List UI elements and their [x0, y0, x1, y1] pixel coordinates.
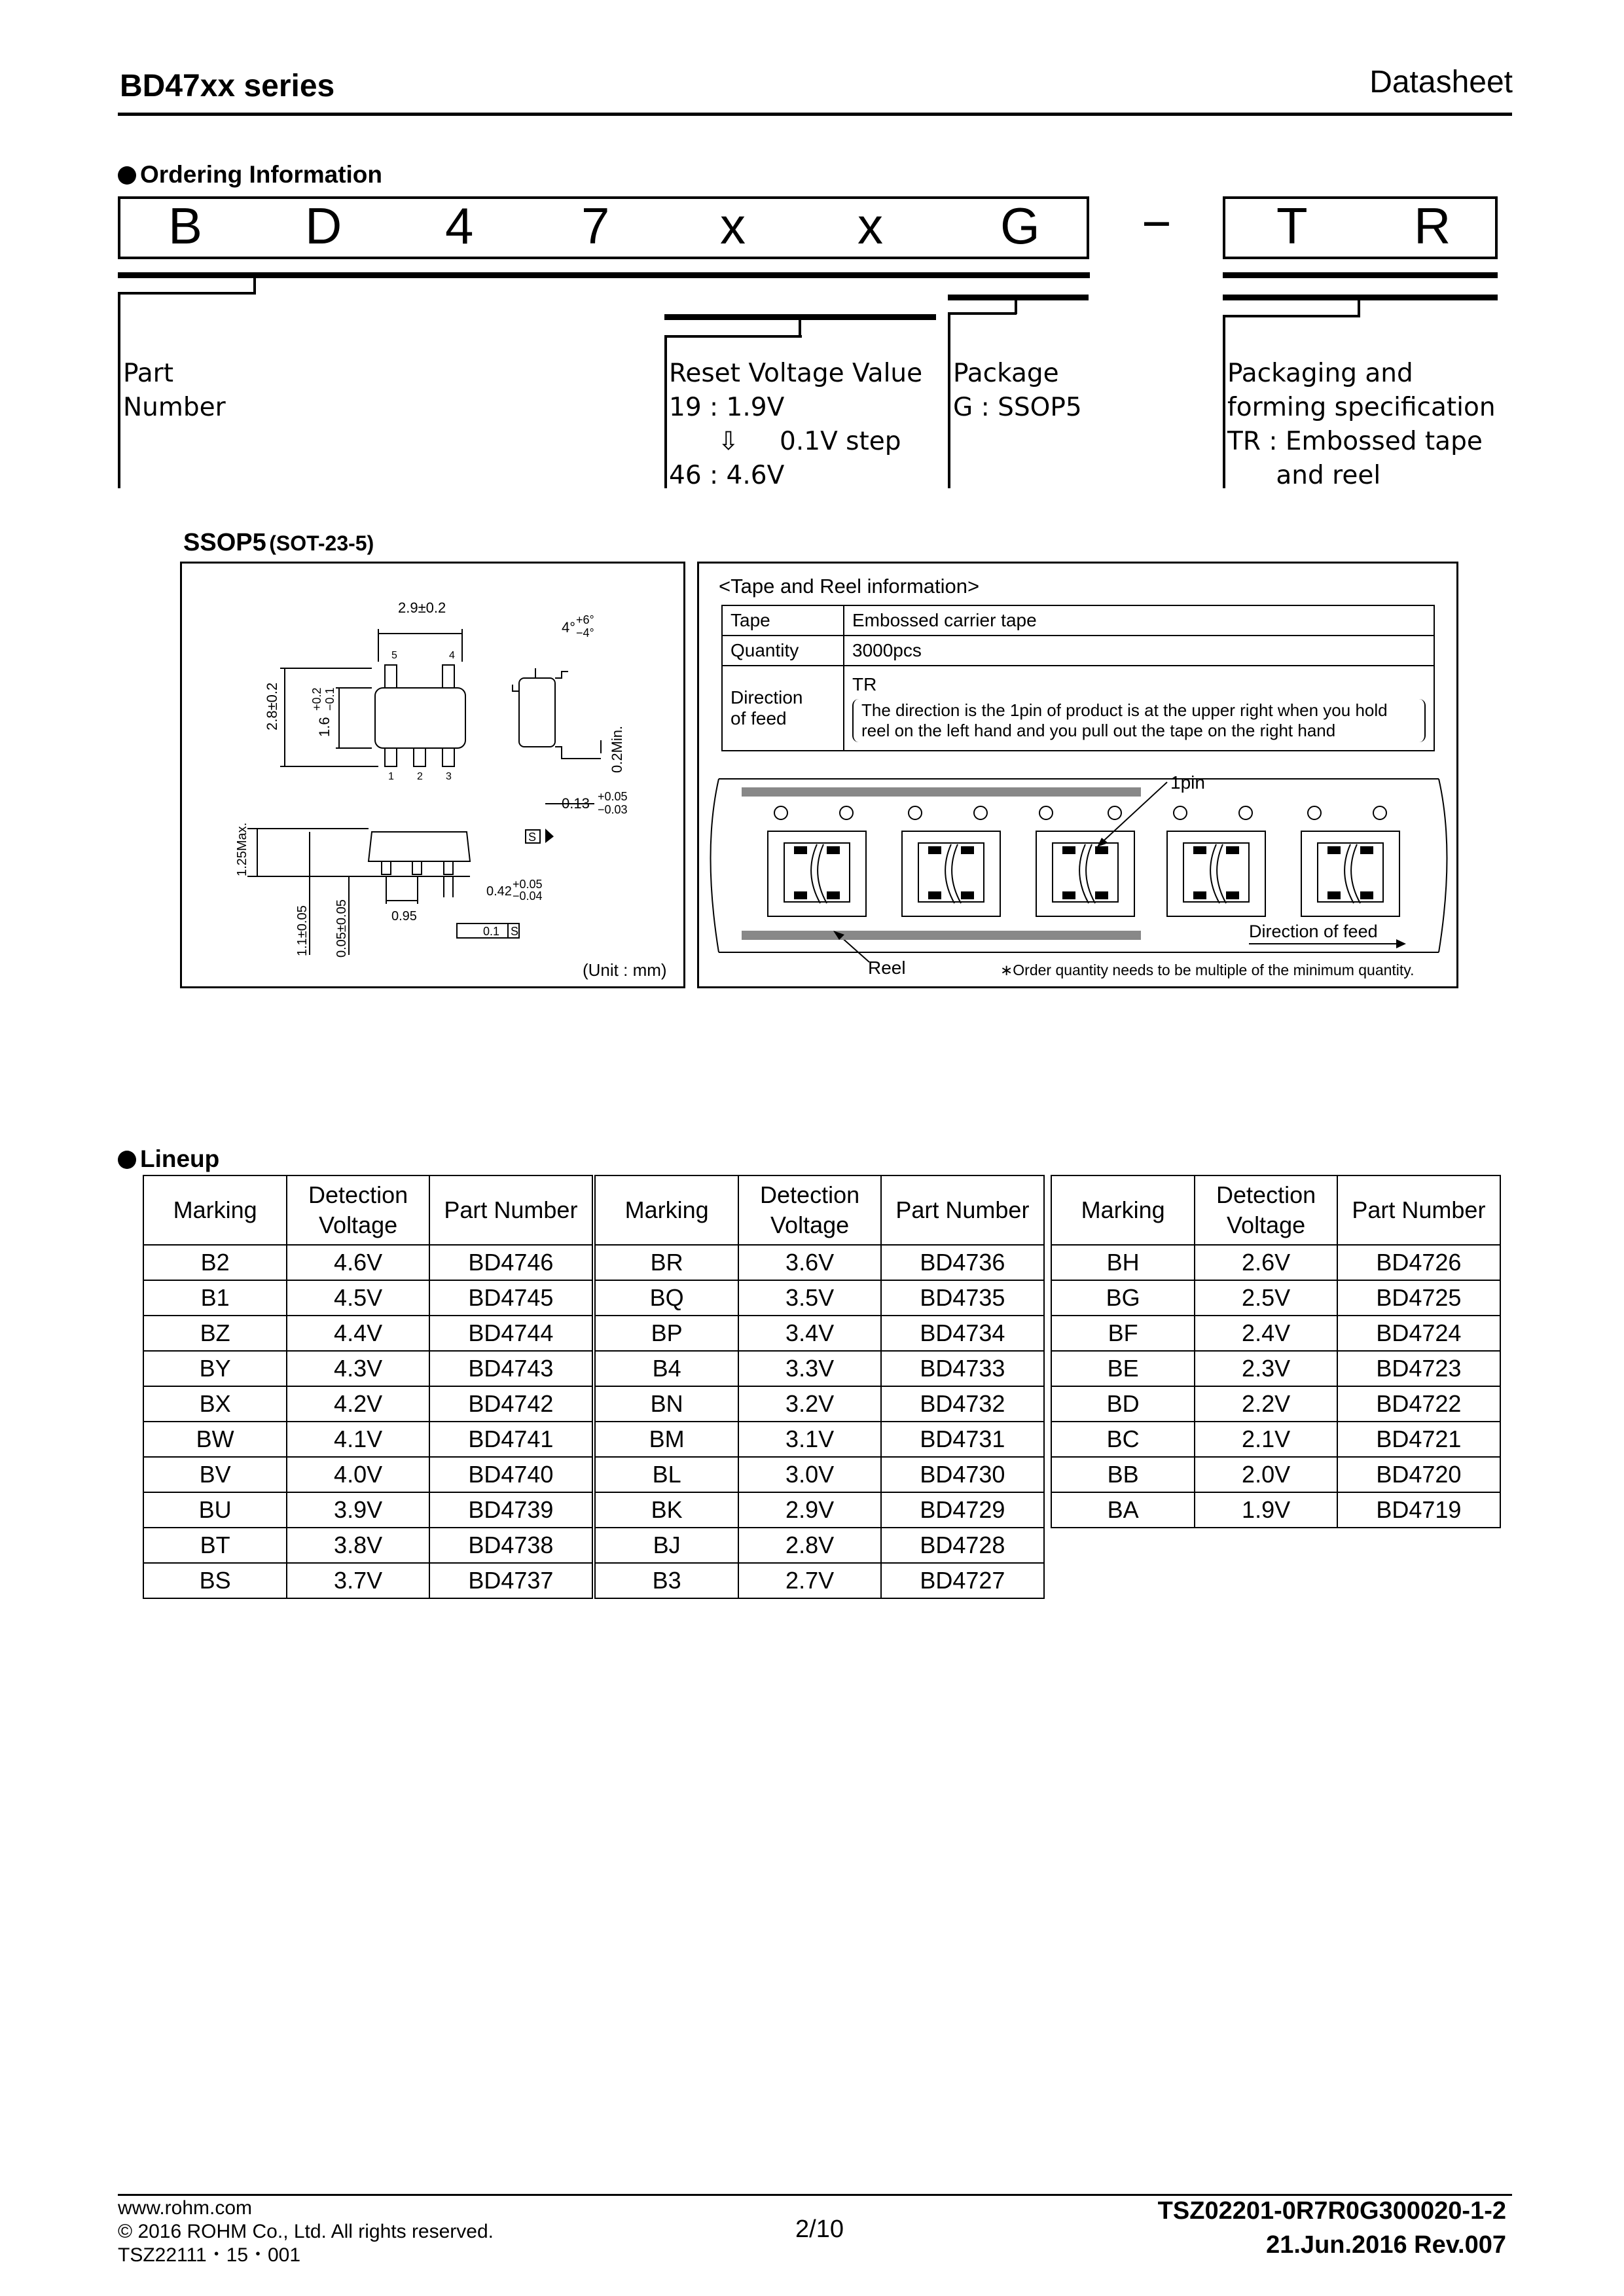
svg-text:S: S — [528, 831, 537, 844]
svg-text:2.8±0.2: 2.8±0.2 — [264, 682, 280, 730]
table-row: Quantity 3000pcs — [722, 636, 1434, 666]
tape-edge-top — [742, 787, 1141, 797]
footer-right — [1158, 2194, 1506, 2262]
package-outline-drawing — [182, 564, 683, 986]
table-row: B3 2.7V BD4727 — [595, 1563, 1044, 1598]
table-row: BX 4.2V BD4742 — [143, 1386, 592, 1422]
bracket-reset-side — [664, 335, 667, 488]
bracket-pkg-tick — [1015, 295, 1017, 314]
code-char-3: 4 — [445, 197, 474, 255]
svg-text:+0.05: +0.05 — [513, 878, 543, 891]
bracket-part-top — [118, 292, 255, 295]
doc-number: TSZ02201-0R7R0G300020-1-2 — [1157, 2197, 1506, 2225]
table-row: BL 3.0V BD4730 — [595, 1457, 1044, 1492]
table-row: BJ 2.8V BD4728 — [595, 1528, 1044, 1563]
suffix-char-1: T — [1276, 197, 1308, 255]
code-char-4: 7 — [581, 197, 610, 255]
table-row: BP 3.4V BD4734 — [595, 1316, 1044, 1351]
code-char-7: G — [1000, 197, 1040, 255]
package-title: SSOP5 (SOT-23-5) — [183, 529, 374, 556]
bracket-reset-low — [664, 335, 802, 338]
bracket-pkg-side — [948, 312, 950, 488]
svg-text:0.2Min.: 0.2Min. — [609, 725, 625, 773]
svg-text:5: 5 — [391, 650, 397, 661]
feed-arrow-icon — [1396, 939, 1406, 948]
tape-info-table — [721, 605, 1435, 751]
svg-text:1pin: 1pin — [1170, 772, 1205, 793]
bullet-icon — [118, 1151, 136, 1169]
table-row: B1 4.5V BD4745 — [143, 1280, 592, 1316]
table-row: BU 3.9V BD4739 — [143, 1492, 592, 1528]
table-row: BW 4.1V BD4741 — [143, 1422, 592, 1457]
footer-left — [118, 2197, 494, 2267]
svg-text:2: 2 — [417, 771, 423, 782]
doc-date-revision: 21.Jun.2016 Rev.007 — [1266, 2231, 1506, 2259]
page-number: 2/10 — [795, 2215, 844, 2243]
table-row: BD 2.2V BD4722 — [1051, 1386, 1500, 1422]
table-row: BC 2.1V BD4721 — [1051, 1422, 1500, 1457]
code-char-5: x — [720, 197, 746, 255]
table-row: BG 2.5V BD4725 — [1051, 1280, 1500, 1316]
table-row: BZ 4.4V BD4744 — [143, 1316, 592, 1351]
table-header-row: Marking Detection Voltage Part Number — [595, 1175, 1044, 1245]
svg-text:0.05±0.05: 0.05±0.05 — [334, 899, 349, 958]
tape-reel-diagram — [699, 766, 1457, 986]
svg-text:(Unit : mm): (Unit : mm) — [583, 960, 667, 980]
bracket-bar-main — [118, 272, 1090, 278]
table-row: BT 3.8V BD4738 — [143, 1528, 592, 1563]
tape-edge-bottom — [742, 931, 1141, 940]
label-packaging-spec: Packaging and forming specification TR : Embossed tape and reel — [1227, 359, 1496, 490]
table-row: BK 2.9V BD4729 — [595, 1492, 1044, 1528]
ordering-heading: Ordering Information — [118, 161, 382, 188]
table-row: Tape Embossed carrier tape — [722, 605, 1434, 636]
footer-copyright: © 2016 ROHM Co., Ltd. All rights reserved. — [118, 2221, 494, 2242]
svg-text:Reel: Reel — [868, 958, 906, 978]
table-row: BR 3.6V BD4736 — [595, 1245, 1044, 1280]
table-row: BM 3.1V BD4731 — [595, 1422, 1044, 1457]
bullet-icon — [118, 166, 136, 185]
svg-text:+0.2: +0.2 — [310, 687, 323, 711]
table-row: BF 2.4V BD4724 — [1051, 1316, 1500, 1351]
svg-text:1.1±0.05: 1.1±0.05 — [295, 905, 310, 956]
table-row: BQ 3.5V BD4735 — [595, 1280, 1044, 1316]
lineup-table-3 — [1051, 1175, 1501, 1528]
table-row: BB 2.0V BD4720 — [1051, 1457, 1500, 1492]
footer-url[interactable]: www.rohm.com — [118, 2197, 253, 2219]
svg-text:1: 1 — [388, 771, 394, 782]
package-drawing-frame — [180, 562, 685, 988]
svg-text:0.1: 0.1 — [483, 925, 500, 938]
svg-text:3: 3 — [446, 771, 452, 782]
feed-direction-note: The direction is the 1pin of product is at the upper right when you hold reel on the left hand and you pull out the tape on the right hand — [852, 699, 1426, 742]
code-char-1: B — [168, 197, 203, 255]
svg-text:1.25Max.: 1.25Max. — [235, 822, 249, 876]
doc-type-label: Datasheet — [1369, 65, 1513, 99]
bracket-pkg-top — [948, 295, 1089, 300]
table-row: BY 4.3V BD4743 — [143, 1351, 592, 1386]
table-header-row: Marking Detection Voltage Part Number — [143, 1175, 592, 1245]
svg-text:−0.04: −0.04 — [513, 889, 543, 903]
label-reset-voltage: Reset Voltage Value 19 : 1.9V ⇩ 0.1V step 46 : 4.6V — [669, 359, 923, 490]
svg-text:+0.05: +0.05 — [598, 790, 628, 803]
svg-text:+6°: +6° — [576, 613, 594, 626]
code-char-6: x — [857, 197, 883, 255]
svg-text:0.13: 0.13 — [562, 795, 590, 812]
suffix-code-box — [1223, 196, 1498, 259]
svg-text:−0.1: −0.1 — [323, 687, 336, 711]
doc-series-title: BD47xx series — [120, 69, 335, 103]
suffix-char-2: R — [1414, 197, 1451, 255]
table-row: BV 4.0V BD4740 — [143, 1457, 592, 1492]
table-header-row: Marking Detection Voltage Part Number — [1051, 1175, 1500, 1245]
svg-text:−0.03: −0.03 — [598, 803, 628, 816]
bracket-tr-side — [1223, 315, 1225, 488]
table-row: BH 2.6V BD4726 — [1051, 1245, 1500, 1280]
svg-text:4: 4 — [449, 650, 455, 661]
svg-text:1.6: 1.6 — [316, 717, 333, 737]
label-part-number: Part Number — [123, 359, 226, 422]
code-char-2: D — [305, 197, 342, 255]
bracket-pkg-low — [948, 312, 1017, 315]
bracket-tr-top — [1223, 295, 1498, 300]
tape-reel-title: <Tape and Reel information> — [719, 575, 980, 598]
bracket-tr-low — [1223, 315, 1360, 317]
svg-text:0.42: 0.42 — [486, 884, 512, 899]
lineup-table-1 — [143, 1175, 593, 1599]
table-row: B4 3.3V BD4733 — [595, 1351, 1044, 1386]
lineup-table-2 — [594, 1175, 1045, 1599]
table-row: BE 2.3V BD4723 — [1051, 1351, 1500, 1386]
svg-text:S: S — [511, 925, 519, 938]
svg-text:0.95: 0.95 — [391, 909, 417, 924]
bracket-part-side — [118, 292, 120, 488]
svg-text:Direction of feed: Direction of feed — [1249, 922, 1378, 941]
table-row: B2 4.6V BD4746 — [143, 1245, 592, 1280]
table-row: BS 3.7V BD4737 — [143, 1563, 592, 1598]
lineup-heading: Lineup — [118, 1145, 219, 1173]
header-rule — [118, 113, 1512, 116]
footer-code: TSZ22111・15・001 — [118, 2244, 301, 2266]
svg-text:−4°: −4° — [576, 626, 594, 639]
bracket-bar-suffix — [1223, 272, 1498, 278]
bracket-part-tick — [253, 278, 256, 295]
bracket-reset-tick — [799, 314, 801, 337]
table-row: Direction of feed TR The direction is the 1pin of product is at the upper right when you hold reel on the left hand and you pull out the tape on the right hand — [722, 666, 1434, 751]
bracket-tr-tick — [1358, 295, 1360, 317]
label-package: Package G : SSOP5 — [953, 359, 1082, 422]
svg-text:∗Order quantity needs to be mu: ∗Order quantity needs to be multiple of the minimum quantity. — [1000, 961, 1415, 978]
svg-text:2.9±0.2: 2.9±0.2 — [398, 600, 446, 616]
table-row: BA 1.9V BD4719 — [1051, 1492, 1500, 1528]
svg-text:4°: 4° — [562, 619, 576, 636]
table-row: BN 3.2V BD4732 — [595, 1386, 1044, 1422]
code-dash: − — [1142, 194, 1172, 252]
